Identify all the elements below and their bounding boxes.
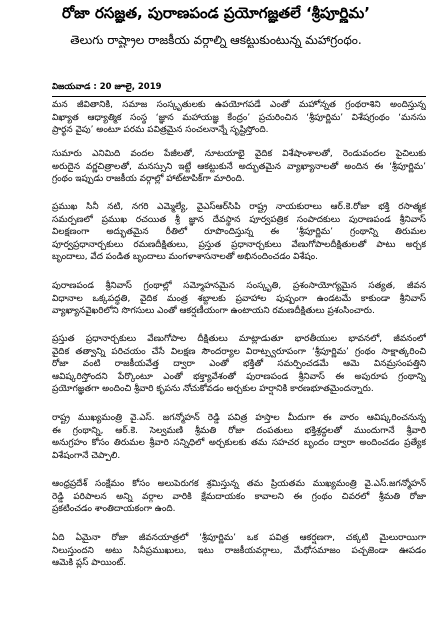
paragraph-line: ఏది ఏమైనా రోజా జీవనయాత్రలో ‘శ్రీపూర్ణిమ’ ఒక పవిత్ర ఆకర్షణగా, చక్కటి మైలురాయిగా: [52, 533, 426, 543]
paragraph-line: ఆవిష్కరిస్తోందని పేర్కొంటూ ఎంతో భక్త్యావేశంతో పురాణపండ శ్రీనివాస్ ఈ అపురూప గ్రంథాన్ని: [52, 371, 426, 382]
sub-headline: తెలుగు రాష్ట్రాల రాజకీయ వర్గాల్ని ఆకట్టుకుంటున్న మహాగ్రంథం.: [70, 33, 362, 47]
divider-line: [52, 96, 426, 97]
paragraph-line: విధానాల ఒక్కపద్ధతి, వైదిక మంత్ర శబ్దాలకు ప్రవాహాల పుష్పంగా ఉండటమే కాకుండా శ్రీనివాస్: [52, 293, 426, 304]
paragraph-line: ఆమెకి ప్లస్ పాయింట్.: [52, 558, 127, 569]
paragraph-line: ప్రయోగజ్ఞతగా అందించి శ్రీవారి కృపను నోచుకోవడం అర్చకుల హర్షానికి కారణభూతమైందన్నారు.: [52, 384, 374, 395]
paragraph-line: వ్యాఖ్యానవైఖరిలోని సొగసులు ఎంతో ఆకర్షణీయంగా ఉంటాయని రమణదీక్షితులు ప్రశంసించారు.: [52, 306, 375, 317]
paragraph-line: నిలుస్తుందని అటు సినీప్రముఖులు, ఇటు రాజకీయవర్గాలు, మేధోసమాజం పచ్చజెండా ఊపడం: [52, 545, 426, 556]
paragraph-line: ప్రార్థన వైపు’ అంటూ పరమ పవిత్రమైన సంచలనాన్నే సృష్టిస్తోంది.: [52, 125, 269, 136]
paragraph-book-details: [52, 148, 426, 186]
paragraph-chief-minister: [52, 412, 426, 462]
paragraph-line: సుమారు ఎనిమిది వందల పేజీలతో, నూటయాభై వైదిక విశేషాంశాలతో, రెండువందల పైచిలుకు: [52, 149, 426, 159]
paragraph-line: సమర్పణలో ప్రముఖ రచయిత శ్రీ జ్ఞాన దేవస్థాన పూర్వపత్రిక సంపాదకులు పురాణపండ శ్రీనివాస్: [52, 214, 426, 225]
paragraph-line: ఆంధ్రప్రదేశ్ సంక్షేమం కోసం అలుపెరుగక శ్రమిస్తున్న తమ ప్రియతమ ముఖ్యమంత్రి వై.ఎస్.జగన్మోహన్: [52, 479, 426, 489]
headline: రోజా రసజ్ఞత, పురాణపండ ప్రయోగజ్ఞతలే ‘శ్రీపూర్ణిమ’: [61, 4, 370, 22]
paragraph-line: బృందాలు, వేద పండిత బృందాలు మంగళాశాసనాలతో అభినందించడం విశేషం.: [52, 252, 318, 263]
dateline: విజయవాడ : 20 జూలై, 2019: [52, 82, 162, 92]
paragraph-line: విశేషంగానే చెప్పాలి.: [52, 450, 121, 461]
paragraph-line: విలక్షణంగా అద్భుతమైన రీతిలో రూపొందిస్తున్న ఈ ‘శ్రీపూర్ణిమ’ గ్రంథాన్ని తిరుమల: [52, 227, 426, 238]
paragraph-ramana-dikshitulu: [52, 280, 426, 318]
paragraph-line: మన జీవితానికి, సమాజ సంస్కృతులకు ఉపయోగపడే ఎంతో మహోన్నత గ్రంథరాశిని అందిస్తున్న: [52, 100, 426, 110]
paragraph-venugopala-dikshitulu: [52, 333, 426, 396]
paragraph-line: అరుదైన వర్ణచిత్రాలతో, మనస్సుని ఇట్టే ఆకట్టుకునే అద్భుతమైన వ్యాఖ్యానాలతో అందిన ఈ ‘శ్రీపూర్ణిమ’: [52, 161, 426, 172]
paragraph-line: ఈ గ్రంథాన్ని, ఆర్.కె. సెల్వమణి శ్రీమతి రోజా దంపతులు భక్తిశ్రద్ధలతో ముందుగానే శ్రీవారి: [52, 425, 426, 436]
paragraph-line: అనుగ్రహం కోసం తిరుమల శ్రీవారి సన్నిధిలో అర్చకులకు తమ సహచర బృందం ద్వారా అందించడం ప్రత్యేక: [52, 438, 426, 449]
paragraph-roja-presentation: [52, 201, 426, 264]
paragraph-line: ప్రస్తుత ప్రధానార్చకులు వేణుగోపాల దీక్షితులు మాట్లాడుతూ భారతీయుల భావనలో, జీవనంలో: [52, 334, 426, 344]
paragraph-line: పూర్వప్రధానార్చకులు రమణదీక్షితులు, ప్రస్తుత ప్రధానార్చకులు వేణుగోపాలదీక్షితులతో పాటు అర్చక: [52, 239, 426, 250]
paragraph-conclusion: [52, 532, 426, 570]
paragraph-line: గ్రంథం ఇప్పుడు రాజకీయ వర్గాల్లో హాట్‌టాపిక్‌గా మారింది.: [52, 174, 245, 185]
paragraph-welfare-wish: [52, 478, 426, 516]
paragraph-line: పురాణపండ శ్రీనివాస్ గ్రంథాల్లో సమ్మోహనమైన సంస్కృతి, ప్రశంసాయోగ్యమైన సత్యత, జీవన: [52, 281, 426, 291]
paragraph-line: విఖ్యాత ఆధ్యాత్మిక సంస్థ ‘జ్ఞాన మహాయజ్ఞ కేంద్రం’ ప్రచురించిన ‘శ్రీపూర్ణిమ’ విశేషగ్రంథం ‘మనసు: [52, 112, 426, 123]
paragraph-line: రోజా వంటి రాజకీయవేత్త ద్వారా ఎంతో భక్తితో సమర్పించడమే ఆమె వినమ్రసంపత్తిని: [52, 359, 426, 370]
paragraph-line: రెడ్డి పరిపాలన అన్ని వర్గాల వారికి క్షేమదాయకం కావాలని ఈ గ్రంథం చివరలో శ్రీమతి రోజా: [52, 491, 426, 502]
paragraph-line: ప్రకటించడం శాంతిదాయకంగా ఉంది.: [52, 504, 176, 515]
paragraph-line: రాష్ట్ర ముఖ్యమంత్రి వై.ఎస్. జగన్మోహన్ రెడ్డి పవిత్ర హస్తాల మీదుగా ఈ వారం ఆవిష్కరించనున్న: [52, 413, 426, 423]
paragraph-intro: [52, 99, 426, 137]
paragraph-line: ప్రముఖ సినీ నటి, నగరి ఎమ్మెల్యే, వైఎస్‌ఆర్‌సిపి రాష్ట్ర నాయకురాలు ఆర్.కె.రోజా భక్తి రసాత్మక: [52, 202, 426, 212]
paragraph-line: వైదిక తత్వాన్ని పరిచయం చేసే విలక్షణ సౌందర్యాల విరాట్స్వరూపంగా ‘శ్రీపూర్ణిమ’ గ్రంథం సాక్షాత్కరించి: [52, 346, 426, 357]
